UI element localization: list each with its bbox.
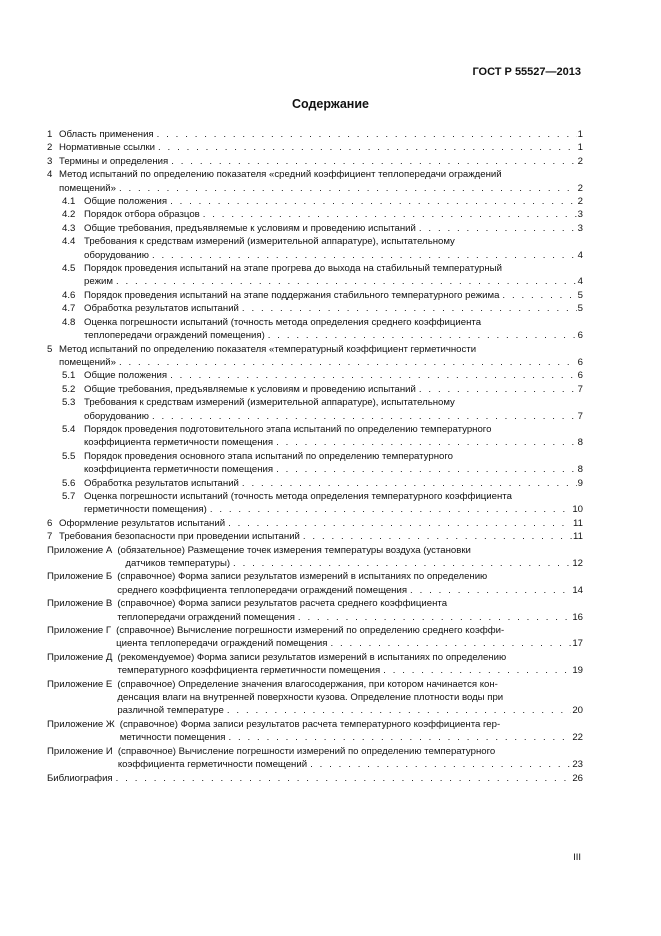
toc-entry-page: 3 bbox=[577, 209, 583, 221]
appendix-label: Приложение И bbox=[47, 745, 113, 757]
toc-entry-number: 6 bbox=[47, 517, 53, 529]
toc-entry-number: 4.4 bbox=[62, 236, 76, 248]
toc-entry-text: Обработка результатов испытаний bbox=[84, 477, 239, 489]
toc-entry-text: Общие положения bbox=[84, 370, 168, 382]
toc-title: Содержание bbox=[291, 97, 369, 111]
appendix-label: Приложение Г bbox=[47, 625, 112, 637]
toc-appendix-g[interactable] bbox=[47, 624, 583, 651]
toc-entry-number: 4.1 bbox=[62, 196, 76, 208]
dot-leader bbox=[200, 208, 577, 221]
toc-entry-4-8[interactable] bbox=[47, 316, 583, 343]
toc-entry-page: 5 bbox=[577, 303, 583, 315]
toc-entry-4-2[interactable] bbox=[47, 208, 583, 221]
dot-leader bbox=[113, 275, 577, 288]
toc-appendix-d[interactable] bbox=[47, 651, 583, 678]
toc-entry-text: режим bbox=[84, 276, 113, 288]
toc-entry-number: 1 bbox=[47, 129, 53, 140]
standard-number: ГОСТ Р 55527—2013 bbox=[472, 66, 581, 78]
toc-entry-text: герметичности помещения) bbox=[84, 504, 207, 516]
toc-appendix-i[interactable] bbox=[47, 745, 583, 772]
toc-entry-page: 10 bbox=[572, 504, 583, 516]
toc-bibliography[interactable] bbox=[47, 772, 583, 785]
dot-leader bbox=[116, 356, 577, 369]
toc-entry-text: Нормативные ссылки bbox=[59, 142, 156, 154]
toc-entry-text: Метод испытаний по определению показателя «температурный коэффициент герметичности bbox=[59, 343, 477, 355]
toc-entry-5-5[interactable] bbox=[47, 450, 583, 477]
toc-entry-number: 2 bbox=[47, 142, 53, 154]
toc-entry-text: коэффициента герметичности помещения bbox=[84, 437, 274, 449]
toc-entry-5[interactable] bbox=[47, 343, 583, 370]
toc-entry-page: 8 bbox=[577, 464, 583, 476]
toc-entry-page: 22 bbox=[572, 732, 583, 744]
toc-entry-number: 5.7 bbox=[62, 490, 76, 502]
dot-leader bbox=[239, 477, 577, 490]
toc-entry-text: Оформление результатов испытаний bbox=[59, 517, 226, 529]
toc-entry-number: 5.5 bbox=[62, 450, 76, 462]
toc-entry-text: (справочное) Вычисление погрешности измерений по определению среднего коэффи- bbox=[116, 625, 505, 637]
toc-entry-page: 7 bbox=[577, 410, 583, 422]
toc-entry-page: 4 bbox=[577, 249, 583, 261]
toc-entry-5-4[interactable] bbox=[47, 423, 583, 450]
toc-entry-page: 1 bbox=[577, 142, 583, 154]
dot-leader bbox=[380, 664, 571, 677]
toc-entry-page: 16 bbox=[572, 611, 583, 623]
toc-entry-page: 9 bbox=[577, 477, 583, 489]
toc-entry-text: датчиков температуры) bbox=[125, 558, 231, 569]
dot-leader bbox=[265, 329, 577, 342]
dot-leader bbox=[300, 530, 572, 543]
toc-appendix-v[interactable] bbox=[47, 597, 583, 624]
toc-entry-text: циента теплопередачи ограждений помещения bbox=[116, 638, 328, 650]
toc-entry-text: Общие требования, предъявляемые к условиям и проведению испытаний bbox=[84, 383, 416, 395]
dot-leader bbox=[239, 302, 577, 315]
toc-appendix-e[interactable] bbox=[47, 678, 583, 718]
toc-entry-number: 5.4 bbox=[62, 423, 76, 435]
dot-leader bbox=[416, 222, 577, 235]
toc-entry-text: Требования к средствам измерений (измерительной аппаратуре), испытательному bbox=[84, 397, 455, 409]
toc-entry-page: 11 bbox=[573, 517, 583, 529]
toc-entry-page: 17 bbox=[572, 638, 583, 650]
toc-entry-text: (справочное) Вычисление погрешности измерений по определению температурного bbox=[117, 745, 496, 757]
toc-entry-text: теплопередачи ограждений помещения) bbox=[84, 330, 265, 342]
toc-entry-page: 1 bbox=[577, 129, 583, 140]
toc-entry-page: 20 bbox=[572, 705, 583, 717]
toc-entry-number: 7 bbox=[47, 531, 53, 543]
toc-entry-text: (справочное) Форма записи результатов расчета среднего коэффициента bbox=[117, 598, 448, 610]
toc-entry-text: (рекомендуемое) Форма записи результатов измерений в испытаниях по определению bbox=[117, 651, 507, 663]
toc-entry-text: коэффициента герметичности помещений bbox=[117, 759, 308, 771]
toc-entry-7[interactable] bbox=[47, 530, 583, 543]
toc-entry-text: различной температуре bbox=[117, 705, 224, 717]
toc-entry-5-7[interactable] bbox=[47, 490, 583, 517]
toc-entry-text: (справочное) Форма записи результатов расчета температурного коэффициента гер- bbox=[119, 718, 501, 730]
toc-entry-5-3[interactable] bbox=[47, 396, 583, 423]
toc-entry-text: Порядок проведения подготовительного этапа испытаний по определению температурного bbox=[84, 423, 492, 435]
toc-entry-page: 19 bbox=[572, 665, 583, 677]
toc-appendix-a[interactable] bbox=[47, 544, 583, 571]
toc-entry-number: 4 bbox=[47, 169, 53, 181]
toc-entry-4-4[interactable] bbox=[47, 235, 583, 262]
toc-entry-text: Оценка погрешности испытаний (точность метода определения температурного коэффициента bbox=[84, 490, 512, 502]
toc-entry-page: 23 bbox=[572, 759, 583, 771]
toc-entry-text: денсация влаги на внутренней поверхности кузова. Определение плотности воды при bbox=[117, 692, 504, 704]
toc-entry-number: 5.6 bbox=[62, 477, 76, 489]
dot-leader bbox=[116, 182, 577, 195]
toc-entry-2[interactable] bbox=[47, 141, 583, 154]
toc-entry-4-1[interactable] bbox=[47, 195, 583, 208]
toc-entry-4-3[interactable] bbox=[47, 222, 583, 235]
table-of-contents bbox=[47, 128, 583, 785]
toc-entry-text: оборудованию bbox=[84, 249, 149, 261]
toc-entry-page: 7 bbox=[577, 383, 583, 395]
toc-entry-text: Порядок проведения испытаний на этапе поддержания стабильного температурного режима bbox=[84, 289, 500, 301]
toc-entry-page: 14 bbox=[572, 584, 583, 596]
appendix-label: Приложение Е bbox=[47, 678, 113, 690]
toc-entry-page: 2 bbox=[577, 196, 583, 208]
toc-entry-number: 4.7 bbox=[62, 303, 76, 315]
toc-entry-text: помещений» bbox=[59, 182, 116, 194]
toc-entry-text: Библиография bbox=[47, 772, 113, 784]
toc-entry-6[interactable] bbox=[47, 517, 583, 530]
toc-entry-page: 6 bbox=[577, 330, 583, 342]
toc-entry-text: Общие требования, предъявляемые к условиям и проведению испытаний bbox=[84, 222, 416, 234]
toc-entry-number: 5.2 bbox=[62, 383, 76, 395]
toc-entry-5-2[interactable] bbox=[47, 383, 583, 396]
toc-entry-text: Порядок отбора образцов bbox=[84, 209, 200, 221]
toc-entry-number: 5.3 bbox=[62, 397, 76, 409]
toc-entry-text: Термины и определения bbox=[59, 155, 169, 167]
toc-entry-page: 8 bbox=[577, 437, 583, 449]
toc-entry-page: 3 bbox=[577, 222, 583, 234]
toc-entry-number: 4.2 bbox=[62, 209, 76, 221]
toc-entry-4-6[interactable] bbox=[47, 289, 583, 302]
toc-entry-page: 5 bbox=[577, 289, 583, 301]
toc-entry-text: Метод испытаний по определению показателя «средний коэффициент теплопередачи ограждений bbox=[59, 169, 502, 181]
toc-entry-page: 6 bbox=[577, 370, 583, 382]
dot-leader bbox=[225, 731, 571, 744]
toc-entry-3[interactable] bbox=[47, 155, 583, 168]
appendix-label: Приложение А bbox=[47, 544, 113, 556]
appendix-label: Приложение Д bbox=[47, 651, 113, 663]
toc-entry-4[interactable] bbox=[47, 168, 583, 195]
dot-leader bbox=[295, 611, 571, 624]
dot-leader bbox=[149, 410, 577, 423]
page-number: III bbox=[573, 852, 581, 863]
dot-leader bbox=[167, 369, 577, 382]
dot-leader bbox=[154, 128, 577, 141]
dot-leader bbox=[168, 155, 576, 168]
toc-entry-text: Обработка результатов испытаний bbox=[84, 303, 239, 315]
toc-entry-text: теплопередачи ограждений помещения bbox=[117, 611, 295, 623]
toc-entry-number: 4.8 bbox=[62, 316, 76, 328]
dot-leader bbox=[155, 141, 577, 154]
toc-entry-text: Оценка погрешности испытаний (точность метода определения среднего коэффициента bbox=[84, 316, 482, 328]
toc-entry-page: 26 bbox=[572, 772, 583, 784]
toc-entry-number: 4.3 bbox=[62, 222, 76, 234]
dot-leader bbox=[167, 195, 577, 208]
toc-entry-text: температурного коэффициента герметичности помещения bbox=[117, 665, 381, 677]
toc-entry-number: 4.5 bbox=[62, 263, 76, 275]
dot-leader bbox=[407, 584, 571, 597]
dot-leader bbox=[307, 758, 571, 771]
dot-leader bbox=[224, 704, 571, 717]
dot-leader bbox=[113, 772, 572, 785]
toc-entry-text: среднего коэффициента теплопередачи ограждений помещения bbox=[117, 584, 408, 596]
toc-entry-text: (справочное) Форма записи результатов измерений в испытаниях по определению bbox=[117, 571, 488, 583]
toc-entry-page: 12 bbox=[572, 558, 583, 569]
dot-leader bbox=[499, 289, 576, 302]
toc-entry-text: (справочное) Определение значения влагосодержания, при котором начинается кон- bbox=[117, 678, 498, 690]
toc-entry-text: Порядок проведения испытаний на этапе прогрева до выхода на стабильный температурный bbox=[84, 263, 502, 275]
appendix-label: Приложение В bbox=[47, 598, 113, 610]
dot-leader bbox=[273, 436, 577, 449]
toc-entry-text: Требования безопасности при проведении испытаний bbox=[59, 531, 300, 543]
toc-entry-number: 3 bbox=[47, 155, 53, 167]
dot-leader bbox=[327, 637, 571, 650]
toc-entry-4-7[interactable] bbox=[47, 302, 583, 315]
dot-leader bbox=[225, 517, 572, 530]
toc-entry-4-5[interactable] bbox=[47, 262, 583, 289]
toc-entry-text: Требования к средствам измерений (измерительной аппаратуре), испытательному bbox=[84, 236, 455, 248]
appendix-label: Приложение Б bbox=[47, 571, 113, 583]
toc-appendix-zh[interactable] bbox=[47, 718, 583, 745]
toc-entry-page: 11 bbox=[573, 531, 583, 543]
toc-entry-page: 2 bbox=[577, 182, 583, 194]
toc-entry-text: помещений» bbox=[59, 356, 116, 368]
toc-entry-5-6[interactable] bbox=[47, 477, 583, 490]
toc-entry-number: 5 bbox=[47, 343, 53, 355]
toc-entry-text: Область применения bbox=[59, 129, 154, 140]
dot-leader bbox=[416, 383, 577, 396]
toc-entry-text: метичности помещения bbox=[119, 732, 226, 744]
toc-entry-text: (обязательное) Размещение точек измерения температуры воздуха (установки bbox=[117, 544, 471, 556]
toc-entry-page: 6 bbox=[577, 356, 583, 368]
toc-entry-text: оборудованию bbox=[84, 410, 149, 422]
toc-entry-text: Общие положения bbox=[84, 196, 168, 208]
appendix-label: Приложение Ж bbox=[47, 718, 115, 730]
toc-appendix-b[interactable] bbox=[47, 570, 583, 597]
dot-leader bbox=[273, 463, 577, 476]
toc-entry-number: 5.1 bbox=[62, 370, 76, 382]
toc-entry-5-1[interactable] bbox=[47, 369, 583, 382]
toc-entry-text: коэффициента герметичности помещения bbox=[84, 464, 274, 476]
toc-entry-page: 4 bbox=[577, 276, 583, 288]
toc-entry-1[interactable] bbox=[47, 128, 583, 141]
toc-entry-number: 4.6 bbox=[62, 289, 76, 301]
dot-leader bbox=[149, 249, 577, 262]
toc-entry-text: Порядок проведения основного этапа испытаний по определению температурного bbox=[84, 450, 453, 462]
toc-entry-page: 2 bbox=[577, 155, 583, 167]
dot-leader bbox=[207, 503, 572, 516]
dot-leader bbox=[230, 557, 571, 570]
